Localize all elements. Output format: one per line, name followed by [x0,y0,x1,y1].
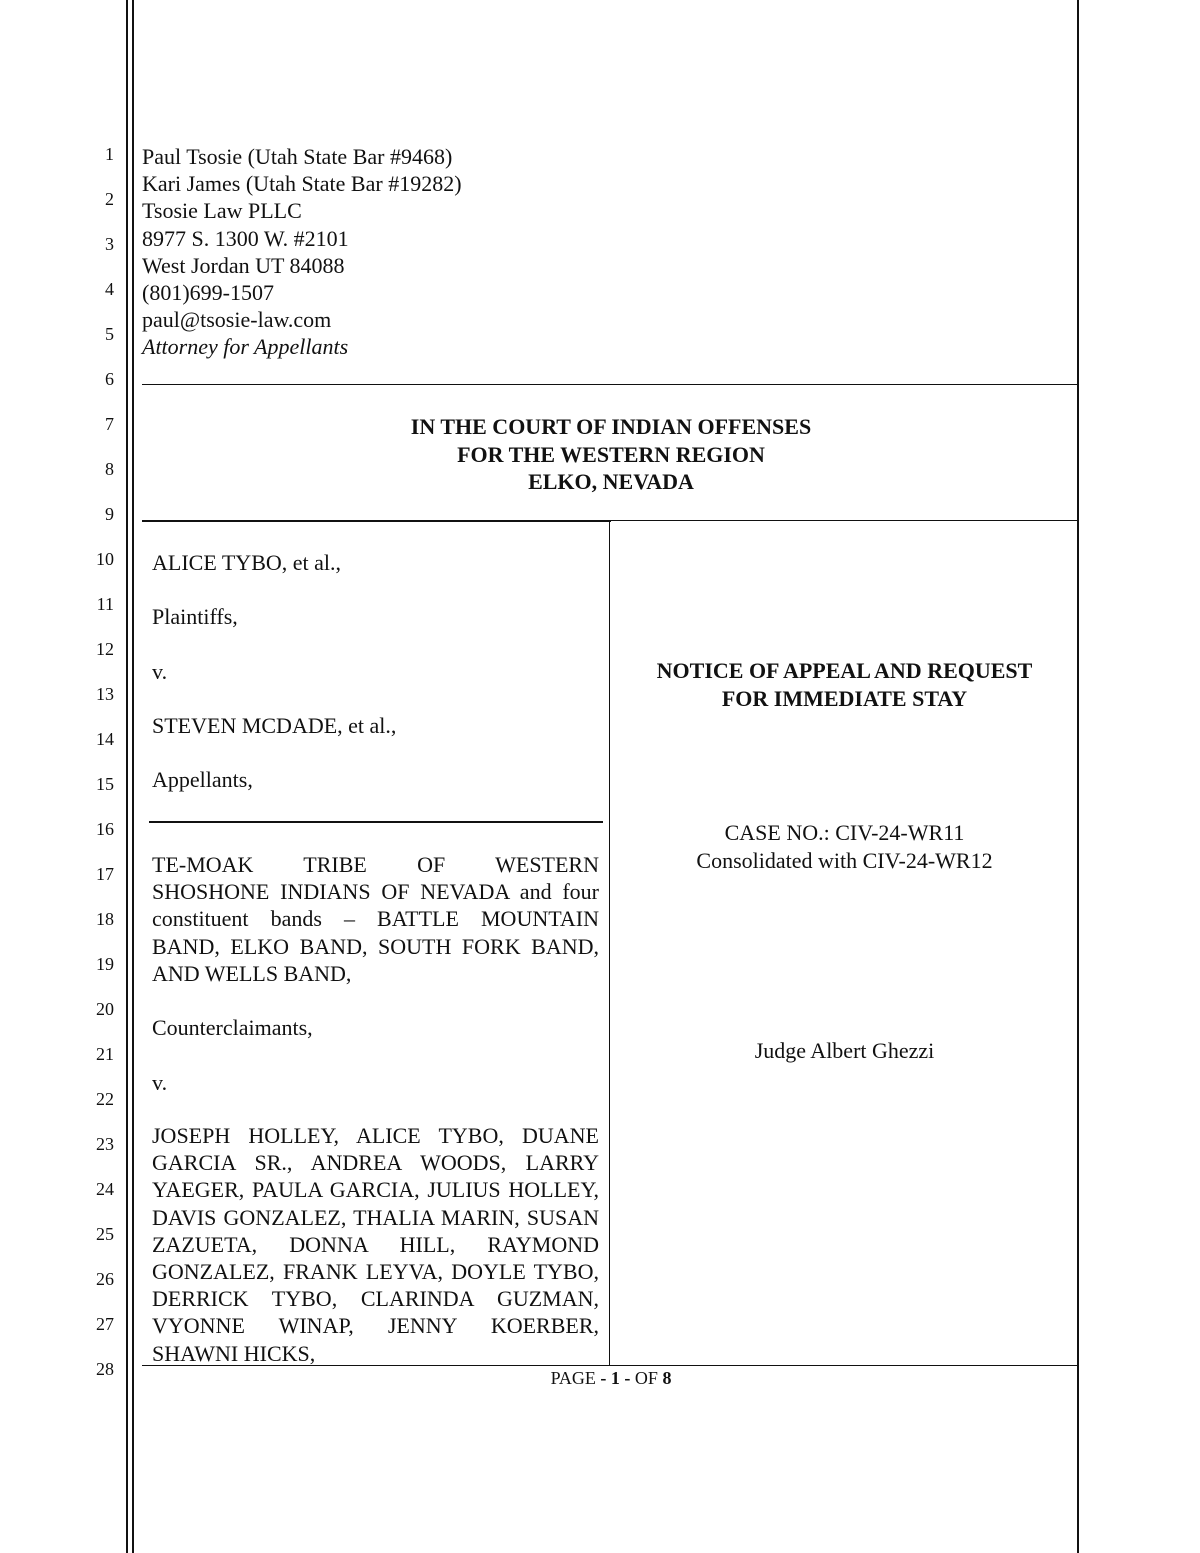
line-number: 5 [105,324,114,344]
court-name: IN THE COURT OF INDIAN OFFENSES [410,414,812,439]
document-title [611,657,1078,712]
line-number: 22 [96,1089,114,1109]
counterclaimants-role: Counterclaimants, [152,1015,313,1040]
counterclaimants-first-line: TE-MOAK TRIBE OF WESTERN [152,852,599,877]
attorney-role: Attorney for Appellants [142,334,349,360]
plaintiff-role: Plaintiffs, [152,604,238,629]
line-number: 28 [96,1359,114,1379]
defendant-role: Appellants, [152,767,253,792]
line-number: 2 [105,189,114,209]
caption-top-rule-right [611,520,1079,521]
line-number: 4 [105,279,114,299]
line-number: 17 [96,864,114,884]
line-number: 8 [105,459,114,479]
attorney-line: West Jordan UT 84088 [142,252,345,278]
case-info [611,819,1078,874]
case-consolidated: Consolidated with CIV-24-WR12 [696,847,993,873]
line-number: 9 [105,504,114,524]
party-separator-rule [149,821,603,823]
document-title-line: NOTICE OF APPEAL AND REQUEST [656,658,1033,683]
court-location: ELKO, NEVADA [528,469,694,494]
versus: v. [152,1070,168,1095]
attorney-email: paul@tsosie-law.com [142,307,332,333]
attorney-block [142,143,462,361]
versus: v. [152,659,168,684]
court-heading [142,413,1080,496]
line-number: 7 [105,414,114,434]
counterclaimants-rest: SHOSHONE INDIANS OF NEVADA and four constituent bands – BATTLE MOUNTAIN BAND, ELKO BAND, SOUTH FORK BAND, AND WELLS BAND, [152,879,599,986]
line-number: 19 [96,954,114,974]
line-number: 21 [96,1044,114,1064]
attorney-line: (801)699-1507 [142,280,274,306]
defendant-name: STEVEN MCDADE, et al., [152,713,397,738]
footer-of-label: OF [634,1368,658,1388]
line-number: 23 [96,1134,114,1154]
line-number: 10 [96,549,114,569]
line-number: 16 [96,819,114,839]
line-number: 12 [96,639,114,659]
attorney-line: Paul Tsosie (Utah State Bar #9468) [142,144,453,169]
plaintiff-name: ALICE TYBO, et al., [152,550,342,575]
page-footer [142,1366,1080,1390]
attorney-line: 8977 S. 1300 W. #2101 [142,225,349,251]
footer-page-current: - 1 - [600,1368,631,1388]
line-number: 14 [96,729,114,749]
line-number: 11 [96,594,114,614]
attorney-line: Tsosie Law PLLC [142,198,302,224]
line-number: 24 [96,1179,114,1199]
attorney-line: Kari James (Utah State Bar #19282) [142,171,462,197]
footer-page-label: PAGE [550,1368,596,1388]
case-number: CASE NO.: CIV-24-WR11 [724,820,965,845]
footer-page-total: 8 [662,1368,672,1388]
counter-defendants: JOSEPH HOLLEY, ALICE TYBO, DUANE GARCIA SR., ANDREA WOODS, LARRY YAEGER, PAULA GARCIA, JULIUS HOLLEY, DAVIS GONZALEZ, THALIA MARIN, SUSAN ZAZUETA, DONNA HILL, RAYMOND GONZALEZ, FRANK LEYVA, DOYLE TYBO, DERRICK TYBO, CLARINDA GUZMAN, VYONNE WINAP, JENNY KOERBER, SHAWNI HICKS, [152,1123,599,1365]
line-number: 18 [96,909,114,929]
line-number: 27 [96,1314,114,1334]
line-number: 25 [96,1224,114,1244]
line-number: 1 [105,144,114,164]
caption-divider [609,520,610,1366]
left-margin-rule-inner [132,0,134,1553]
line-number: 6 [105,369,114,389]
court-heading-top-rule [142,384,1079,385]
line-number: 3 [105,234,114,254]
court-region: FOR THE WESTERN REGION [457,441,765,467]
counterclaimants-block [152,851,599,987]
left-margin-rule-outer [126,0,128,1553]
caption-top-rule [142,520,611,522]
document-title-line: FOR IMMEDIATE STAY [721,685,968,711]
line-number: 26 [96,1269,114,1289]
line-number: 15 [96,774,114,794]
line-number: 13 [96,684,114,704]
judge-name: Judge Albert Ghezzi [754,1038,935,1063]
line-number: 20 [96,999,114,1019]
right-margin-rule [1077,0,1079,1553]
